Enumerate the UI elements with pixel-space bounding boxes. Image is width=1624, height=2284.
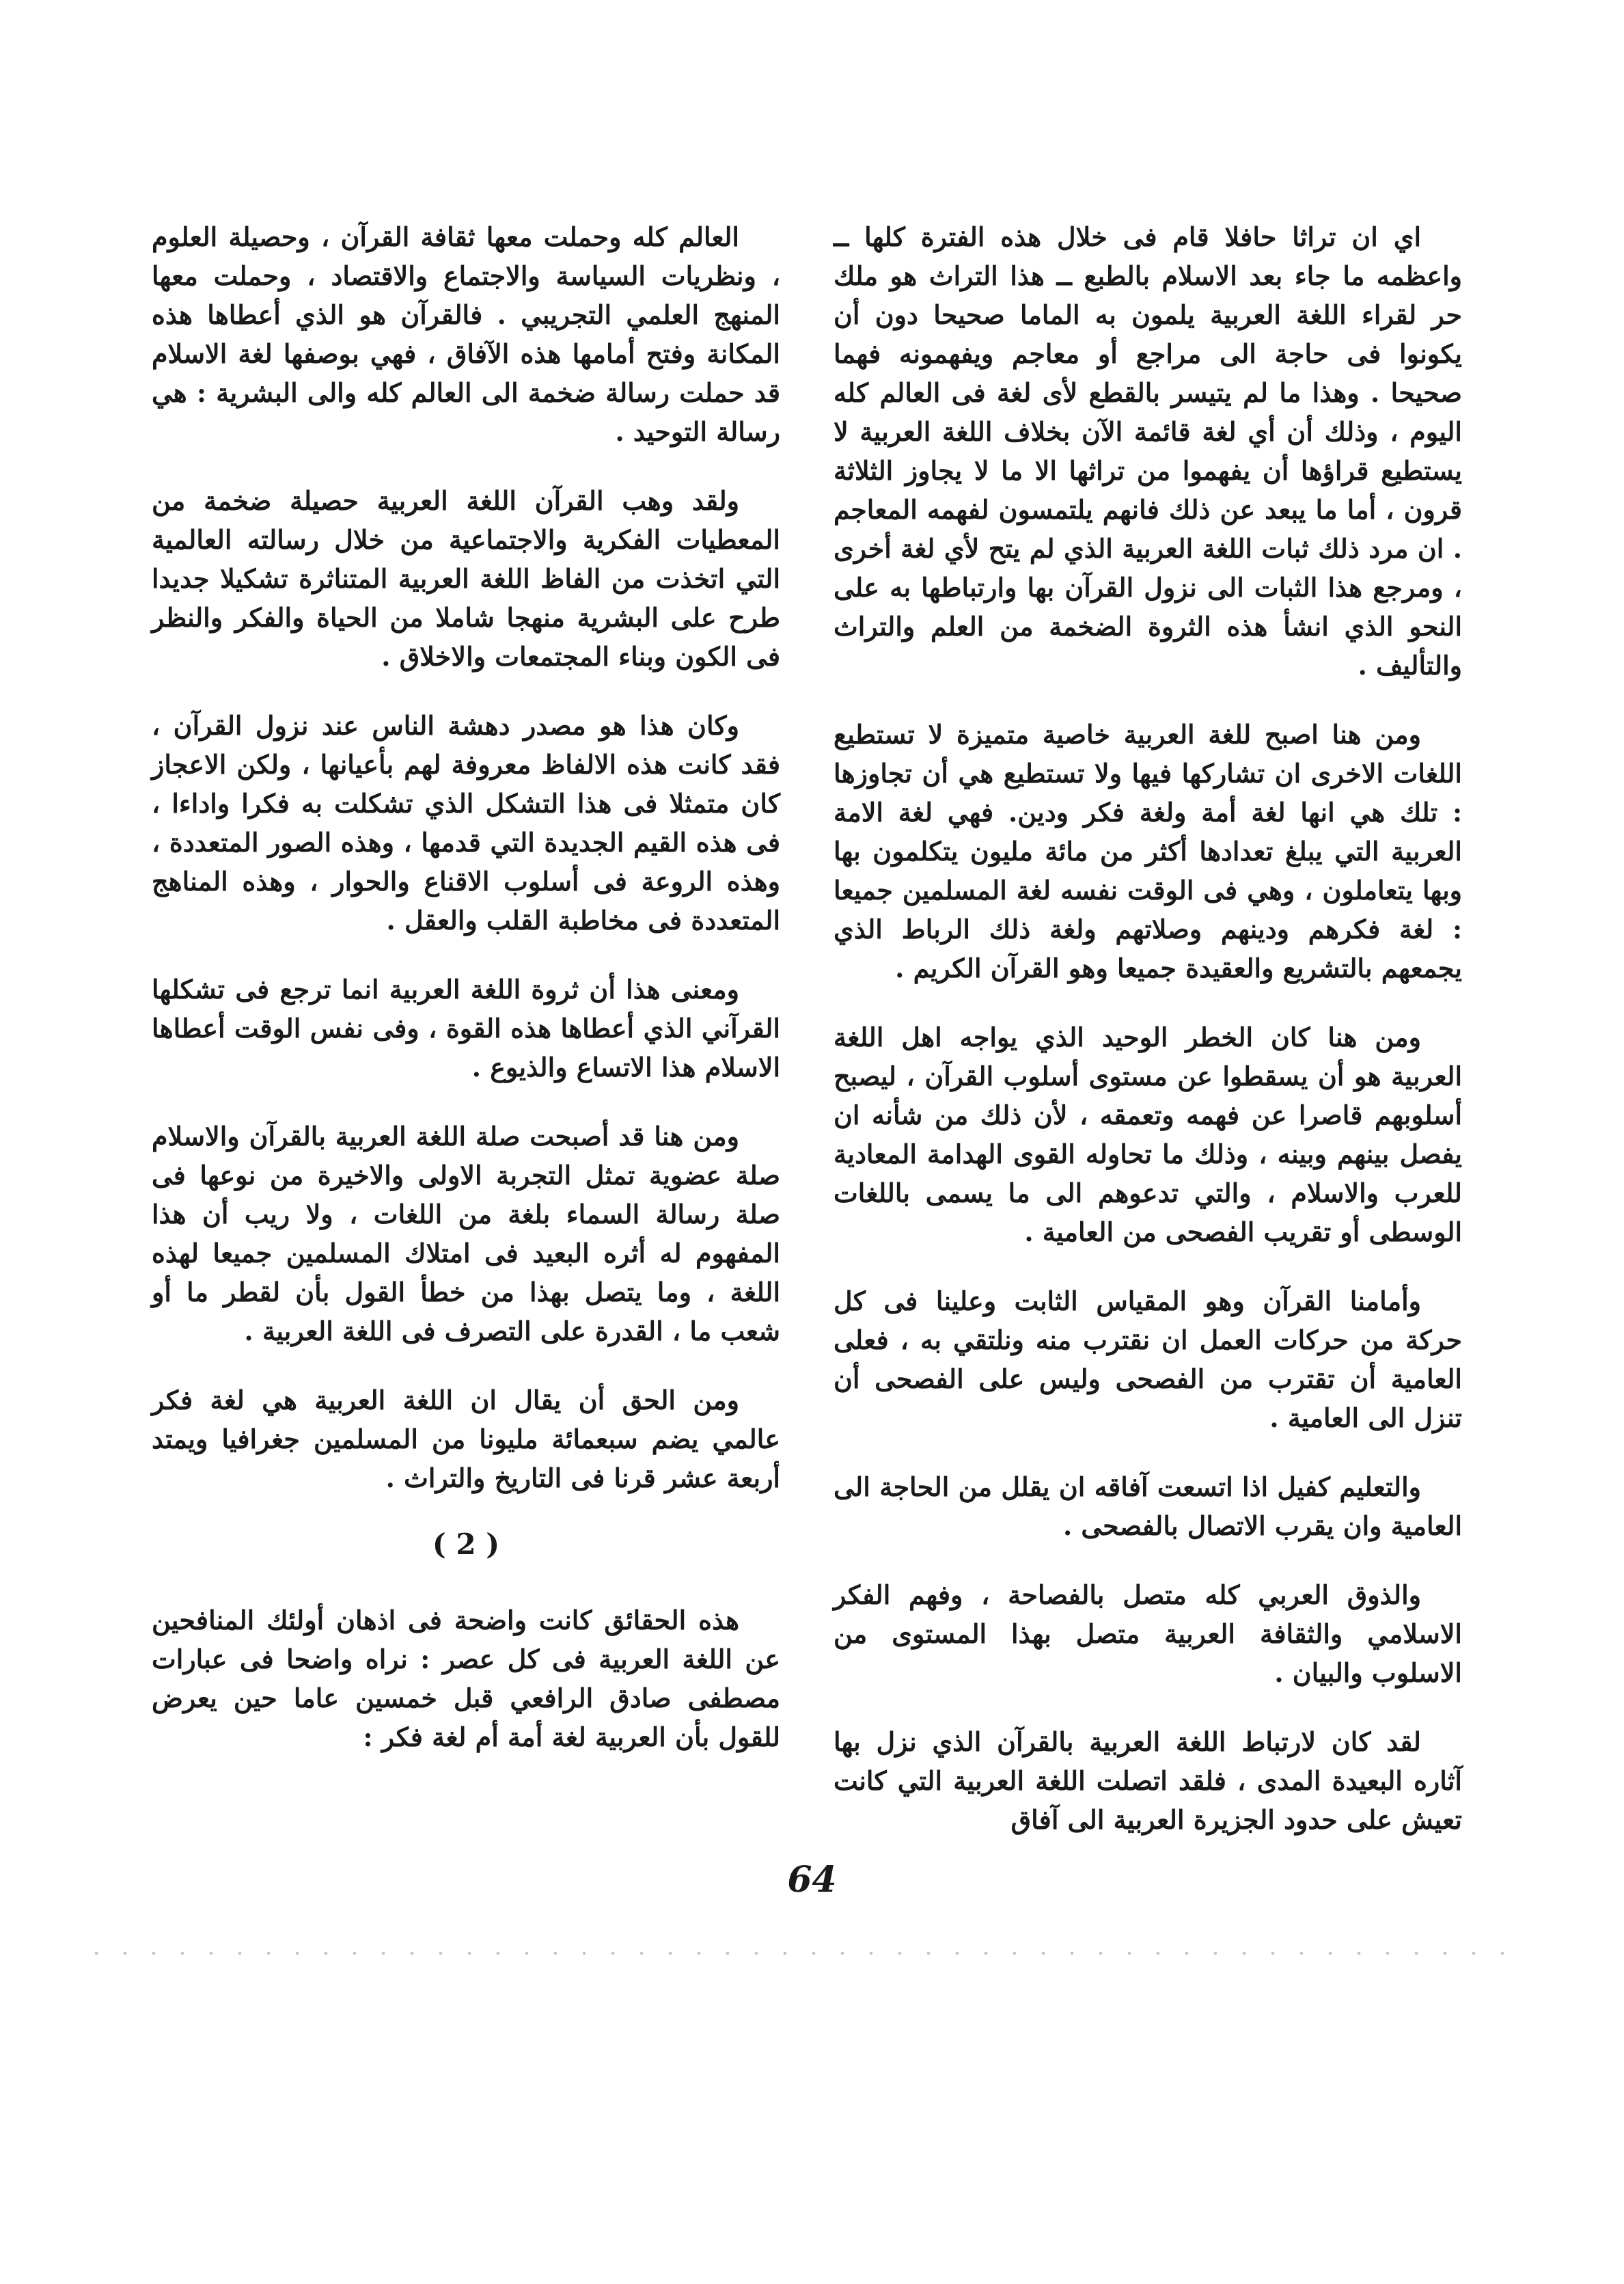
paragraph: لقد كان لارتباط اللغة العربية بالقرآن الذي نزل بها آثاره البعيدة المدى ، فلقد اتصلت اللغة العربية التي كانت تعيش على حدود الجزيرة العربية الى آفاق [834, 1726, 1462, 1835]
paragraph: ومن هنا اصبح للغة العربية خاصية متميزة لا تستطيع اللغات الاخرى ان تشاركها فيها ولا تستطيع هي أن تجاوزها : تلك هي انها لغة أمة ولغة فكر ودين. فهي لغة الامة العربية التي يبلغ تعدادها أكثر من مائة مليون يتكلمون بها وبها يتعاملون ، وهي فى الوقت نفسه لغة المسلمين جميعا : لغة فكرهم ودينهم وصلاتهم ولغة ذلك الرباط الذي يجمعهم بالتشريع والعقيدة جميعا وهو القرآن الكريم . [834, 719, 1462, 983]
paragraph: اي ان تراثا حافلا قام فى خلال هذه الفترة كلها ــ واعظمه ما جاء بعد الاسلام بالطبع ــ هذا التراث هو ملك حر لقراء اللغة العربية يلمون به الماما صحيحا دون أن يكونوا فى حاجة الى مراجع أو معاجم ويفهمونه فهما صحيحا . وهذا ما لم يتيسر بالقطع لأى لغة فى العالم كله اليوم ، وذلك أن أي لغة قائمة الآن بخلاف اللغة العربية لا يستطيع قراؤها أن يفهموا من تراثها الا ما لا يجاوز الثلاثة قرون ، أما ما يبعد عن ذلك فانهم يلتمسون لفهمه المعاجم . ان مرد ذلك ثبات اللغة العربية الذي لم يتح لأي لغة أخرى ، ومرجع هذا الثبات الى نزول القرآن بها وارتباطها به على النحو الذي انشأ هذه الثروة الضخمة من العلم والتراث والتأليف . [834, 221, 1462, 681]
paragraph: والذوق العربي كله متصل بالفصاحة ، وفهم الفكر الاسلامي والثقافة العربية متصل بهذا المستوى من الاسلوب والبيان . [834, 1579, 1462, 1688]
paragraph: ومن الحق أن يقال ان اللغة العربية هي لغة فكر عالمي يضم سبعمائة مليونا من المسلمين جغرافيا ويمتد أربعة عشر قرنا فى التاريخ والتراث . [152, 1385, 780, 1493]
paragraph: والتعليم كفيل اذا اتسعت آفاقه ان يقلل من الحاجة الى العامية وان يقرب الاتصال بالفصحى . [834, 1471, 1462, 1541]
paragraph: ومعنى هذا أن ثروة اللغة العربية انما ترجع فى تشكلها القرآني الذي أعطاها هذه القوة ، وفى نفس الوقت أعطاها الاسلام هذا الاتساع والذيوع . [152, 974, 780, 1083]
section-number: ( 2 ) [432, 1527, 500, 1561]
paragraph: وأمامنا القرآن وهو المقياس الثابت وعلينا فى كل حركة من حركات العمل ان نقترب منه ونلتقي به ، فعلى العامية أن تقترب من الفصحى وليس على الفصحى أن تنزل الى العامية . [834, 1286, 1462, 1433]
paragraph: العالم كله وحملت معها ثقافة القرآن ، وحصيلة العلوم ، ونظريات السياسة والاجتماع والاقتصاد ، وحملت معها المنهج العلمي التجريبي . فالقرآن هو الذي أعطاها هذه المكانة وفتح أمامها هذه الآفاق ، فهي بوصفها لغة الاسلام قد حملت رسالة ضخمة الى العالم كله والى البشرية : هي رسالة التوحيد . [152, 221, 780, 447]
page-number: 64 [787, 1859, 837, 1901]
paragraph: وكان هذا هو مصدر دهشة الناس عند نزول القرآن ، فقد كانت هذه الالفاظ معروفة لهم بأعيانها ، ولكن الاعجاز كان متمثلا فى هذا التشكل الذي تشكلت به فكرا واداءا ، فى هذه القيم الجديدة التي قدمها ، وهذه الصور المتعددة ، وهذه الروعة فى أسلوب الاقناع والحوار ، وهذه المناهج المتعددة فى مخاطبة القلب والعقل . [152, 710, 780, 936]
paragraph: ولقد وهب القرآن اللغة العربية حصيلة ضخمة من المعطيات الفكرية والاجتماعية من خلال رسالته العالمية التي اتخذت من الفاظ اللغة العربية المتناثرة تشكيلا جديدا طرح على البشرية منهجا شاملا من الحياة والفكر والنظر فى الكون وبناء المجتمعات والاخلاق . [152, 485, 780, 672]
paragraph: ومن هنا قد أصبحت صلة اللغة العربية بالقرآن والاسلام صلة عضوية تمثل التجربة الاولى والاخيرة من نوعها فى صلة رسالة السماء بلغة من اللغات ، ولا ريب أن هذا المفهوم له أثره البعيد فى امتلاك المسلمين جميعا لهذه اللغة ، وما يتصل بهذا من خطأ القول بأن لقطر ما أو شعب ما ، القدرة على التصرف فى اللغة العربية . [152, 1121, 780, 1346]
scan-artifact-dots [82, 1951, 1517, 1955]
right-column [834, 217, 1462, 1869]
left-column [152, 217, 780, 1786]
paragraph: هذه الحقائق كانت واضحة فى اذهان أولئك المنافحين عن اللغة العربية فى كل عصر : نراه واضحا فى عبارات مصطفى صادق الرافعي قبل خمسين عاما حين يعرض للقول بأن العربية لغة أمة أم لغة فكر : [152, 1605, 780, 1752]
paragraph: ومن هنا كان الخطر الوحيد الذي يواجه اهل اللغة العربية هو أن يسقطوا عن مستوى أسلوب القرآن ، ليصبح أسلوبهم قاصرا عن فهمه وتعمقه ، لأن ذلك من شأنه ان يفصل بينهم وبينه ، وذلك ما تحاوله القوى الهدامة المعادية للعرب والاسلام ، والتي تدعوهم الى ما يسمى باللغات الوسطى أو تقريب الفصحى من العامية . [834, 1022, 1462, 1247]
